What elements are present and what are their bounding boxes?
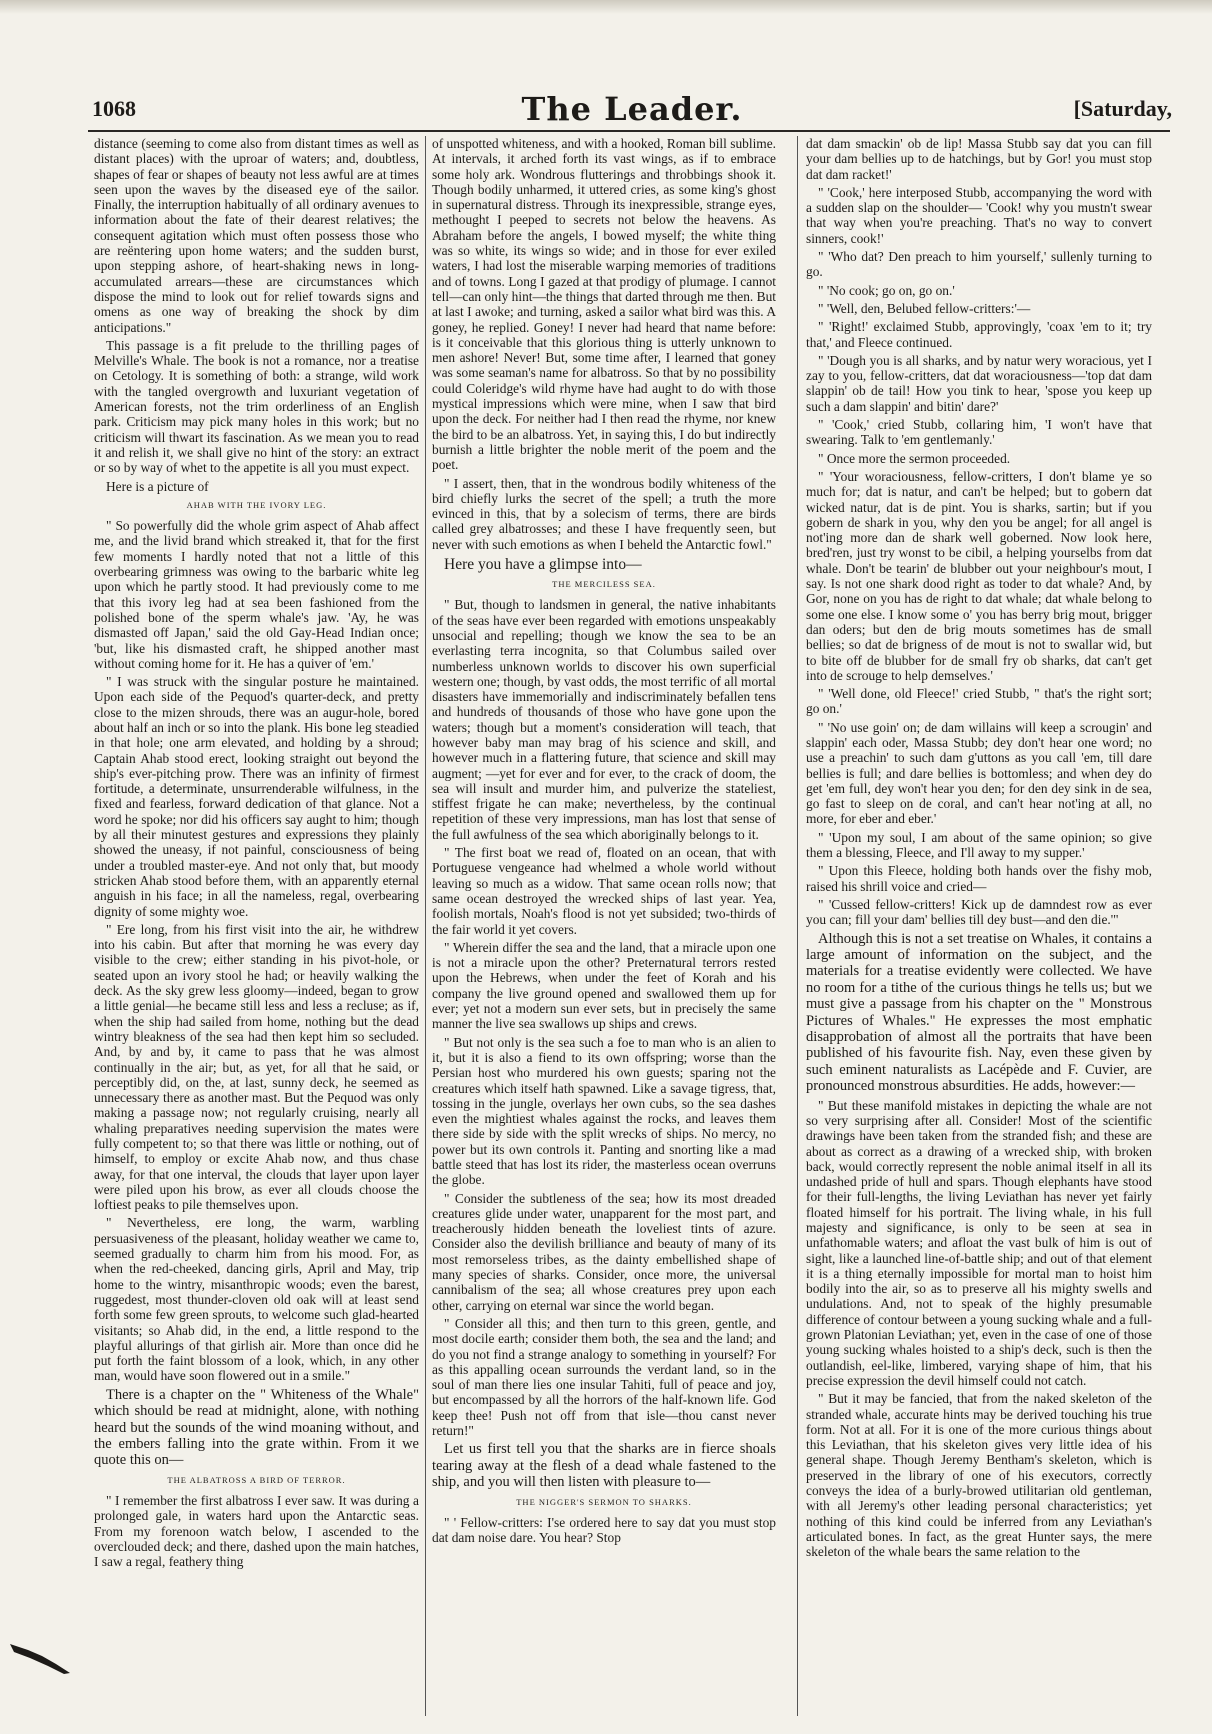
paragraph: of unspotted whiteness, and with a hooked, Roman bill sublime. At intervals, it arched forth its vast wings, as if to embrace some holy ark. Wondrous flutterings and throbbings shook it. Though bodily unharmed, it uttered cries, as some king's ghost in supernatural distress. Through its inexpressible, strange eyes, methought I peeped to secrets not below the heavens. As Abraham before the angels, I bowed myself; the white thing was so white, its wings so wide; and in those for ever exiled waters, I had lost the miserable warping memories of traditions and of towns. Long I gazed at that prodigy of plumage. I cannot tell—can only hint—the things that darted through me then. But at last I awoke; and turning, asked a sailor what bird was this. A goney, he replied. Goney! I never had heard that name before: is it conceivable that this glorious thing is utterly unknown to men ashore! Never! But, some time after, I learned that goney was some seaman's name for albatross. So that by no possibility could Coleridge's wild rhyme have had aught to do with those mystical impressions which were mine, when I saw that bird upon the deck. For neither had I then read the rhyme, nor knew the bird to be an albatross. Yet, in saying this, I do but indirectly burnish a little brighter the noble merit of the poem and the poet. xyxy=(432,136,776,473)
paragraph: " Consider the subtleness of the sea; how its most dreaded creatures glide under water, unapparent for the most part, and treacherously hidden beneath the loveliest tints of azure. Consider also the devilish brilliance and beauty of many of its most remorseless tribes, as the dainty embellished shape of many species of sharks. Consider, once more, the universal cannibalism of the sea; all whose creatures prey upon each other, carrying on eternal war since the world began. xyxy=(432,1190,776,1313)
paragraph: dat dam smackin' ob de lip! Massa Stubb say dat you can fill your dam bellies up to de hatchings, but by Gor! you must stop dat dam racket!' xyxy=(806,136,1152,182)
extract-heading: AHAB WITH THE IVORY LEG. xyxy=(186,499,327,510)
extract-heading: THE ALBATROSS A BIRD OF TERROR. xyxy=(167,1474,346,1485)
header-rule xyxy=(88,130,1170,132)
paragraph: " I assert, then, that in the wondrous bodily whiteness of the bird chiefly lurks the secret of the spell; a truth the more evinced in this, that by a solecism of terms, there are birds called grey albatrosses; and these I have frequently seen, but never with such emotions as when I beheld the Antarctic fowl." xyxy=(432,475,776,552)
paragraph: Here you have a glimpse into— xyxy=(444,556,642,574)
paragraph: " ' Fellow-critters: I'se ordered here to say dat you must stop dat dam noise dare. You hear? Stop xyxy=(432,1514,776,1546)
paragraph: " Once more the sermon proceeded. xyxy=(818,450,1011,466)
paragraph: " But not only is the sea such a foe to man who is an alien to it, but it is also a fiend to its own offspring; worse than the Persian host who murdered his own guests; sparing not the creatures which itself hath spawned. Like a savage tigress, that, tossing in the jungle, overlays her own cubs, so the sea dashes even the mightiest whales against the rocks, and leaves them there side by side with the split wrecks of ships. No mercy, no power but its own controls it. Panting and snorting like a mad battle steed that has lost its rider, the masterless ocean overruns the globe. xyxy=(432,1034,776,1188)
column-3 xyxy=(806,136,1152,1716)
column-2 xyxy=(432,136,776,1716)
paragraph: " 'No cook; go on, go on.' xyxy=(818,282,955,298)
paragraph: distance (seeming to come also from distant times as well as distant places) with the uproar of waters; and, doubtless, shapes of fear or shapes of beauty not less awful are at times seen upon the waves by the diseased eye of the sailor. Finally, the interruption habitually of all ordinary avenues to information about the fate of their dearest relatives; the consequent agitation which must often possess those who are reëntering upon home waters; and the sudden burst, upon stepping ashore, of heart-shaking news in long-accumulated arrears—these are circumstances which dispose the mind to look out for relief towards signs and omens as one way of breaking the shock by dim anticipations." xyxy=(94,136,419,335)
paragraph: " 'Upon my soul, I am about of the same opinion; so give them a blessing, Fleece, and I'll away to my supper.' xyxy=(806,829,1152,861)
paragraph: " Consider all this; and then turn to this green, gentle, and most docile earth; consider them both, the sea and the land; and do you not find a strange analogy to something in yourself? For as this appalling ocean surrounds the verdant land, so in the soul of man there lies one insular Tahiti, full of peace and joy, but encompassed by all the horrors of the half-known life. God keep thee! Push not off from that isle—thou canst never return!" xyxy=(432,1315,776,1439)
column-divider xyxy=(425,136,426,1716)
paragraph: " 'Who dat? Den preach to him yourself,' sullenly turning to go. xyxy=(806,249,1152,280)
paragraph: " 'Well, den, Belubed fellow-critters:'— xyxy=(818,300,1031,316)
paragraph: " 'Cook,' cried Stubb, collaring him, 'I won't have that swearing. Talk to 'em gentlemanly.' xyxy=(806,417,1152,448)
paragraph: Here is a picture of xyxy=(106,478,209,494)
paragraph: " But these manifold mistakes in depicting the whale are not so very surprising after all. Consider! Most of the scientific drawings have been taken from the stranded fish; and these are about as correct as a drawing of a wrecked ship, with broken back, would correctly represent the noble animal itself in all its undashed pride of hull and spars. Though elephants have stood for their full-lengths, the living Leviathan has never yet fairly floated himself for his portrait. The living whale, in his full majesty and significance, is only to be seen at sea in unfathomable waters; and afloat the vast bulk of him is out of sight, like a launched line-of-battle ship; and out of that element it is a thing eternally impossible for mortal man to hoist him bodily into the air, so as to preserve all his mighty swells and undulations. And, not to speak of the highly presumable difference of contour between a young sucking whale and a full-grown Platonian Leviathan; yet, even in the case of one of those young sucking whales hoisted to a ship's deck, such is then the outlandish, eel-like, limbered, varying shape of him, that his precise expression the devil himself could not catch. xyxy=(806,1097,1152,1388)
paragraph: There is a chapter on the " Whiteness of the Whale" which should be read at midnight, alone, with nothing heard but the sounds of the wind moaning without, and the embers falling into the grate within. From it we quote this on— xyxy=(94,1386,419,1469)
paragraph: " 'Dough you is all sharks, and by natur wery woracious, yet I zay to you, fellow-critters, dat dat woraciousness—'top dat dam slappin' ob de tail! How you tink to hear, 'spose you keep up such a dam slappin' and bitin' dare?' xyxy=(806,352,1152,414)
extract-heading: THE NIGGER'S SERMON TO SHARKS. xyxy=(516,1496,692,1507)
paragraph: " But, though to landsmen in general, the native inhabitants of the seas have ever been regarded with emotions unspeakably unsocial and repelling; though we know the sea to be an everlasting terra incognita, so that Columbus sailed over numberless unknown worlds to discover his own superficial western one; though, by vast odds, the most terrific of all mortal disasters have immemorially and indiscriminately befallen tens and hundreds of thousands of those who have gone upon the waters; though but a moment's consideration will teach, that however baby man may brag of his science and skill, and however much in a flattering future, that science and skill may augment; —yet for ever and for ever, to the crack of doom, the sea will insult and murder him, and pulverize the stateliest, stiffest frigate he can make; nevertheless, by the continual repetition of these very impressions, man has lost that sense of the full awfulness of the sea which aboriginally belongs to it. xyxy=(432,597,776,842)
paragraph: " 'Cussed fellow-critters! Kick up de damndest row as ever you can; fill your dam' bellies till dey bust—and den die.'" xyxy=(806,896,1152,928)
paragraph: " 'Right!' exclaimed Stubb, approvingly, 'coax 'em to it; try that,' and Fleece continued. xyxy=(806,319,1152,350)
paragraph: " 'Well done, old Fleece!' cried Stubb, " that's the right sort; go on.' xyxy=(806,686,1152,717)
column-divider xyxy=(797,136,798,1716)
paragraph: " So powerfully did the whole grim aspect of Ahab affect me, and the livid brand which streaked it, that for the first few moments I hardly noted that not a little of this overbearing grimness was owing to the barbaric white leg upon which he partly stood. It had previously come to me that this ivory leg had at sea been fashioned from the polished bone of the sperm whale's jaw. 'Ay, he was dismasted off Japan,' said the old Gay-Head Indian once; 'but, like his dismasted craft, he shipped another mast without coming home for it. He has a quiver of 'em.' xyxy=(94,518,419,671)
paragraph: " I remember the first albatross I ever saw. It was during a prolonged gale, in waters hard upon the Antarctic seas. From my forenoon watch below, I ascended to the overclouded deck; and there, dashed upon the main hatches, I saw a regal, feathery thing xyxy=(94,1493,419,1570)
paragraph: This passage is a fit prelude to the thrilling pages of Melville's Whale. The book is not a romance, nor a treatise on Cetology. It is something of both: a strange, wild work with the tangled overgrowth and luxuriant vegetation of American forests, not the trim orderliness of an English park. Criticism may pick many holes in this work; but no criticism will thwart its fascination. As we mean you to read it and relish it, we shall give no hint of the story: an extract or so by way of whet to the appetite is all you must expect. xyxy=(94,337,419,476)
paragraph: " Upon this Fleece, holding both hands over the fishy mob, raised his shrill voice and cried— xyxy=(806,863,1152,894)
paragraph: Let us first tell you that the sharks are in fierce shoals tearing away at the flesh of a dead whale fastened to the ship, and you will then listen with pleasure to— xyxy=(432,1441,776,1491)
paragraph: " Wherein differ the sea and the land, that a miracle upon one is not a miracle upon the other? Preternatural terrors rested upon the Hebrews, when under the feet of Korah and his company the live ground opened and swallowed them up for ever; yet not a modern sun ever sets, but in precisely the same manner the live sea swallows up ships and crews. xyxy=(432,939,776,1032)
extract-heading: THE MERCILESS SEA. xyxy=(552,579,656,590)
issue-day: [Saturday, xyxy=(1073,96,1172,121)
paragraph: " But it may be fancied, that from the naked skeleton of the stranded whale, accurate hints may be derived touching his true form. Not at all. For it is one of the more curious things about this Leviathan, that his skeleton gives very little idea of his general shape. Though Jeremy Bentham's skeleton, which is preserved in the library of one of his executors, correctly conveys the idea of a burly-browed utilitarian old gentleman, with all Jeremy's other leading personal characteristics; yet nothing of this kind could be inferred from any Leviathan's articulated bones. In fact, as the great Hunter says, the mere skeleton of the whale bears the same relation to the xyxy=(806,1391,1152,1560)
paragraph: " I was struck with the singular posture he maintained. Upon each side of the Pequod's quarter-deck, and pretty close to the mizen shrouds, there was an augur-hole, bored about half an inch or so into the plank. His bone leg steadied in that hole; one arm elevated, and holding by a shroud; Captain Ahab stood erect, looking straight out beyond the ship's ever-pitching prow. There was an infinity of firmest fortitude, a determinate, unsurrenderable wilfulness, in the fixed and fearless, forward dedication of that glance. Not a word he spoke; nor did his officers say aught to him; though by all their minutest gestures and expressions they plainly showed the uneasy, if not painful, consciousness of being under a troubled master-eye. And not only that, but moody stricken Ahab stood before them, with an apparently eternal anguish in his face; in all the nameless, regal, overbearing dignity of some mighty woe. xyxy=(94,674,419,919)
paragraph: Although this is not a set treatise on Whales, it contains a large amount of information on the subject, and the materials for a treatise evidently were collected. We have no room for a tithe of the curious things he tells us; but we must give a passage from his chapter on the " Monstrous Pictures of Whales." He expresses the most emphatic disapprobation of almost all the portraits that have been published of his favourite fish. Nay, even these given by such eminent naturalists as Lacépède and F. Cuvier, are pronounced monstrous absurdities. He adds, however:— xyxy=(806,930,1152,1095)
column-1 xyxy=(94,136,419,1716)
scan-mark-icon xyxy=(8,1640,78,1676)
paragraph: " 'Your woraciousness, fellow-critters, I don't blame ye so much for; dat is natur, and can't be helped; but to gobern dat wicked natur, dat is de pint. You is sharks, sartin; but if you gobern de shark in you, why den you be angel; for all angel is not'ing more dan de shark well goberned. Now look here, bred'ren, just try wonst to be cibil, a helping yourselbs from dat whale. Don't be tearin' de blubber out your neighbour's mout, I say. Is not one shark dood right as toder to dat whale? And, by Gor, none on you has de right to dat whale; dat whale belong to some one else. I know some o' you has berry brig mout, brigger dan oders; but den de brig mouts sometimes has de small bellies; so dat de brigness of de mout is not to swallar wid, but to bite off de blubber for de small fry ob sharks, dat can't get into de scrouge to help demselves.' xyxy=(806,468,1152,683)
paragraph: " Ere long, from his first visit into the air, he withdrew into his cabin. But after that morning he was every day visible to the crew; either standing in his pivot-hole, or seated upon an ivory stool he had; or heavily walking the deck. As the sky grew less gloomy—indeed, began to grow a little genial—he became still less and less a recluse; as if, when the ship had sailed from home, nothing but the dead wintry bleakness of the sea had then kept him so secluded. And, by and by, it came to pass that he was almost continually in the air; but, as yet, for all that he said, or perceptibly did, on the, at last, sunny deck, he seemed as unnecessary there as another mast. But the Pequod was only making a passage now; not regularly cruising, nearly all whaling preparatives needing supervision the mates were fully competent to; so that there was little or nothing, out of himself, to employ or excite Ahab now, and thus chase away, for that one interval, the clouds that layer upon layer were piled upon his brow, as ever all clouds choose the loftiest peaks to pile themselves upon. xyxy=(94,921,419,1213)
paragraph: " Nevertheless, ere long, the warm, warbling persuasiveness of the pleasant, holiday weather we came to, seemed gradually to charm him from his mood. For, as when the red-cheeked, dancing girls, April and May, trip home to the wintry, misanthropic woods; even the barest, ruggedest, most thunder-cloven old oak will at least send forth some few green sprouts, to welcome such glad-hearted visitants; so Ahab did, in the end, a little respond to the playful allurings of that girlish air. More than once did he put forth the faint blossom of a look, which, in any other man, would have soon flowered out in a smile." xyxy=(94,1215,419,1384)
paragraph: " The first boat we read of, floated on an ocean, that with Portuguese vengeance had whelmed a whole world without leaving so much as a widow. That same ocean rolls now; that same ocean destroyed the wrecked ships of last year. Yea, foolish mortals, Noah's flood is not yet subsided; two-thirds of the fair world it yet covers. xyxy=(432,845,776,937)
page-top-edge xyxy=(0,0,1212,14)
masthead-title: The Leader. xyxy=(521,90,743,128)
paragraph: " 'No use goin' on; de dam willains will keep a scrougin' and slappin' each oder, Massa Stubb; dey don't hear one word; no use a preachin' to such dam g'uttons as you call 'em, till dare bellies is full; and dare bellies is bottomless; and when dey do get 'em full, dey won't hear you den; for den dey sink in de sea, go fast to sleep on de coral, and can't hear not'ing at all, no more, for eber and eber.' xyxy=(806,719,1152,827)
page-number: 1068 xyxy=(92,96,136,121)
paragraph: " 'Cook,' here interposed Stubb, accompanying the word with a sudden slap on the shoulder— 'Cook! why you mustn't swear that way when you're preaching. That's no way to convert sinners, cook!' xyxy=(806,184,1152,246)
